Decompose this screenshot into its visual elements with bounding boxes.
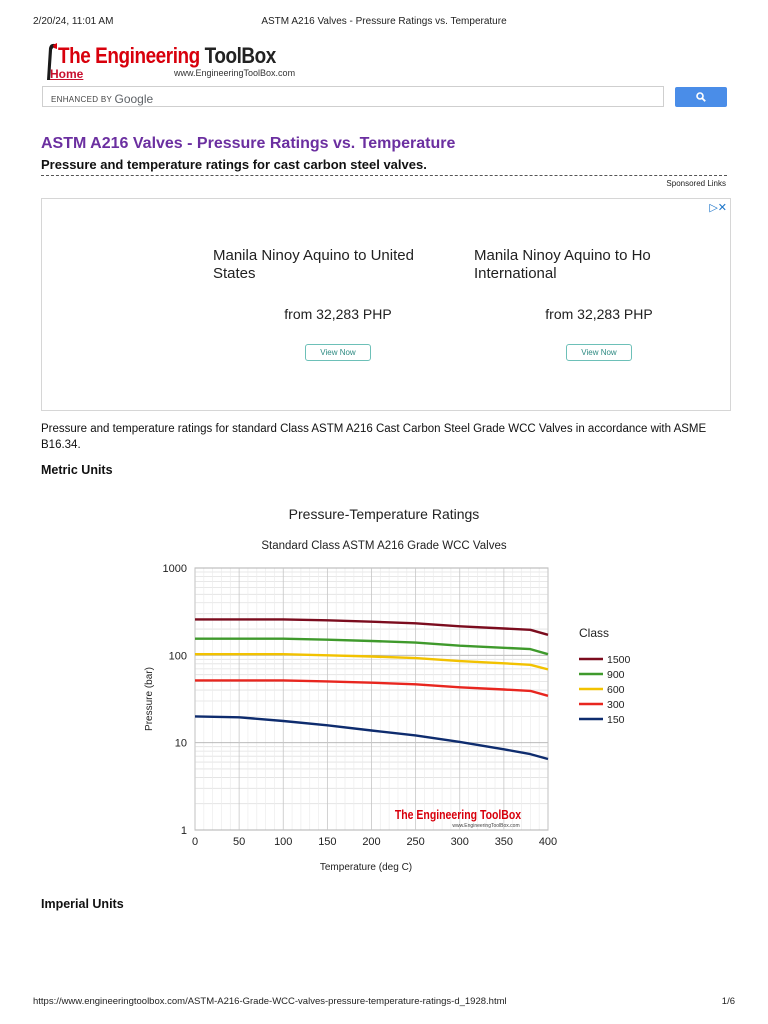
- view-now-button[interactable]: View Now: [566, 344, 632, 361]
- advertisement[interactable]: [41, 198, 731, 411]
- chart-watermark-url: www.EngineeringToolBox.com: [452, 823, 520, 829]
- print-url: https://www.engineeringtoolbox.com/ASTM-A216-Grade-WCC-valves-pressure-temperature-ratings-d_1928.html: [33, 996, 507, 1007]
- legend-label-300: 300: [607, 699, 625, 711]
- print-header: [0, 16, 768, 30]
- legend-label-600: 600: [607, 684, 625, 696]
- home-link[interactable]: Home: [50, 67, 84, 81]
- ad-card[interactable]: [213, 247, 453, 357]
- search-icon: [696, 92, 706, 102]
- print-timestamp: 2/20/24, 11:01 AM: [33, 16, 114, 27]
- y-axis-label: Pressure (bar): [144, 667, 155, 731]
- ad-headline[interactable]: Manila Ninoy Aquino to United States: [213, 247, 414, 282]
- y-tick-label: 1000: [162, 563, 187, 575]
- x-axis-label: Temperature (deg C): [319, 862, 413, 873]
- site-logo[interactable]: [44, 40, 324, 86]
- x-tick-label: 0: [191, 836, 199, 848]
- y-tick-label: 100: [168, 650, 187, 663]
- x-tick-label: 100: [274, 836, 293, 848]
- site-title: The Engineering ToolBox: [58, 43, 276, 68]
- imperial-units-heading: Imperial Units: [41, 897, 124, 911]
- x-tick-label: 200: [362, 836, 381, 848]
- ad-price: from 32,283 PHP: [545, 306, 653, 322]
- ad-card[interactable]: [474, 247, 714, 357]
- x-tick-label: 150: [318, 836, 337, 848]
- ad-headline[interactable]: Manila Ninoy Aquino to Ho International: [474, 247, 651, 282]
- print-doc-title: ASTM A216 Valves - Pressure Ratings vs. Temperature: [261, 16, 507, 27]
- print-page-number: 1/6: [721, 996, 735, 1007]
- search-branding: ENHANCED BY Google: [51, 92, 154, 106]
- legend-label-1500: 1500: [607, 654, 631, 666]
- y-tick-label: 1: [180, 825, 187, 837]
- legend-label-150: 150: [607, 714, 625, 726]
- site-url: www.EngineeringToolBox.com: [174, 68, 296, 78]
- search-button[interactable]: [675, 87, 727, 107]
- x-tick-label: 350: [494, 836, 514, 848]
- y-tick-label: 10: [174, 737, 187, 750]
- chart-legend: [579, 654, 631, 726]
- sponsored-links-label: Sponsored Links: [666, 179, 726, 188]
- chart-title: Pressure-Temperature Ratings: [288, 506, 480, 522]
- x-tick-label: 400: [538, 836, 558, 848]
- legend-label-900: 900: [607, 669, 625, 681]
- pressure-temperature-chart: [100, 495, 660, 885]
- legend-title: Class: [579, 626, 610, 640]
- intro-paragraph: Pressure and temperature ratings for standard Class ASTM A216 Cast Carbon Steel Grade WCC Valves in accordance with ASME B16.34.: [41, 423, 707, 451]
- chart-watermark: The Engineering ToolBox: [394, 809, 522, 823]
- chart-grid: [195, 568, 548, 830]
- x-tick-label: 250: [406, 836, 425, 848]
- x-tick-label: 50: [233, 836, 246, 848]
- search-input[interactable]: [42, 86, 664, 107]
- title-divider: [41, 175, 727, 176]
- page-title: ASTM A216 Valves - Pressure Ratings vs. Temperature: [41, 135, 456, 152]
- ad-price: from 32,283 PHP: [284, 306, 392, 322]
- ad-choices-icon[interactable]: ▷✕: [709, 202, 727, 214]
- metric-units-heading: Metric Units: [41, 463, 113, 477]
- chart-subtitle: Standard Class ASTM A216 Grade WCC Valves: [261, 540, 507, 552]
- x-tick-label: 300: [450, 836, 469, 848]
- view-now-button[interactable]: View Now: [305, 344, 371, 361]
- page-subtitle: Pressure and temperature ratings for cast carbon steel valves.: [41, 157, 427, 172]
